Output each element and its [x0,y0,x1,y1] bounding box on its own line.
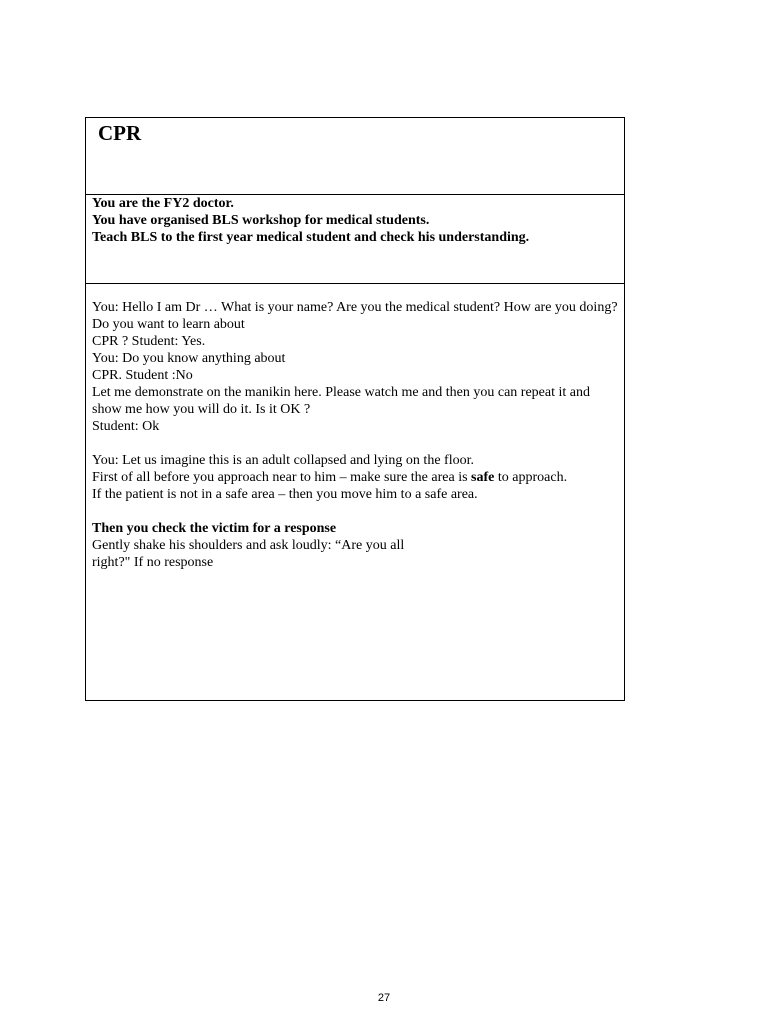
safety-text-before: First of all before you approach near to him – make sure the area is [92,470,472,485]
script-shake: Gently shake his shoulders and ask loudly: “Are you all [92,538,405,553]
brief-cell [86,195,624,284]
cpr-station-table [85,117,625,701]
script-line: Do you want to learn about [92,317,245,332]
candidate-brief [92,195,620,246]
script-line: CPR. Student :No [92,368,193,383]
response-check-heading: Then you check the victim for a response [92,521,337,536]
safety-text-after: to approach. [494,470,568,485]
script-demonstrate: Let me demonstrate on the manikin here. Please watch me and then you can repeat it and show me how you will do it. Is it OK ? [92,385,590,417]
safe-emphasis: safe [471,470,495,485]
brief-line: You have organised BLS workshop for medical students. [92,213,430,228]
brief-line: You are the FY2 doctor. [92,196,234,211]
station-title: CPR [98,121,142,145]
script-line: You: Do you know anything about [92,351,286,366]
brief-line: Teach BLS to the first year medical student and check his understanding. [92,230,530,245]
script-line: Student: Ok [92,419,160,434]
script-line: CPR ? Student: Yes. [92,334,206,349]
script-safety [92,469,618,486]
script-move: If the patient is not in a safe area – then you move him to a safe area. [92,487,478,502]
consultation-script [92,299,618,571]
title-cell [86,118,624,195]
script-intro: You: Hello I am Dr … What is your name? Are you the medical student? How are you doing? [92,300,618,315]
page-number: 27 [377,992,391,1004]
paragraph-gap [92,503,618,520]
script-imagine: You: Let us imagine this is an adult collapsed and lying on the floor. [92,453,474,468]
script-cell [86,284,624,700]
paragraph-gap [92,435,618,452]
script-no-response: right?" If no response [92,555,214,570]
